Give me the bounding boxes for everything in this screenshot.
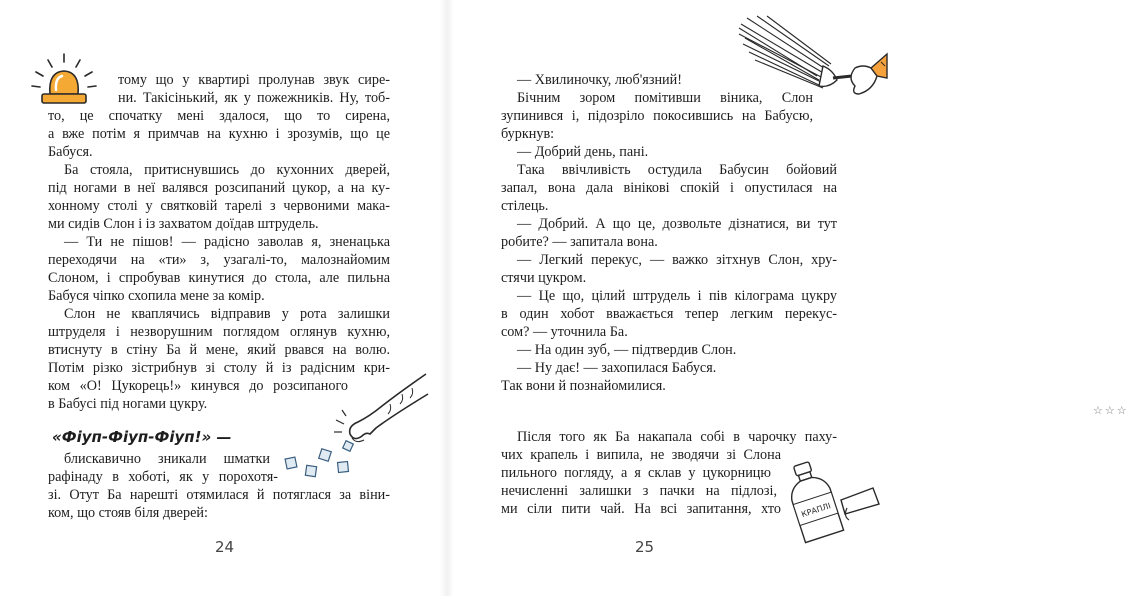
text-line: Бабуся. bbox=[48, 144, 93, 160]
text-line: ком «О! Цукорець!» кинувся до розсипаного bbox=[48, 378, 348, 394]
text-line: — Хвилиночку, люб'язний! bbox=[517, 72, 682, 88]
text-line: чих крапель і випила, не зводячи зі Слона bbox=[501, 447, 781, 463]
text-line: робите? — запитала вона. bbox=[501, 234, 658, 250]
text-line: ми сидів Слон і із захватом доїдав штрудель. bbox=[48, 216, 319, 232]
text-line: — Добрий. А що це, дозвольте дізнатися, ви тут bbox=[517, 216, 837, 232]
text-line: Бічним зором помітивши віника, Слон bbox=[517, 90, 813, 106]
text-line: Така ввічливість остудила Бабусин бойовий bbox=[517, 162, 837, 178]
text-line: сом? — уточнила Ба. bbox=[501, 324, 628, 340]
text-line: — Добрий день, пані. bbox=[517, 144, 649, 160]
text-line: ми сіли пити чай. На всі запитання, хто bbox=[501, 501, 781, 517]
text-line: ком, що стояв біля дверей: bbox=[48, 505, 208, 521]
text-line: в Бабусі під ногами цукру. bbox=[48, 396, 208, 412]
page-number: 24 bbox=[215, 538, 235, 556]
drops-bottle-icon bbox=[781, 456, 881, 544]
text-line: а вже потім я примчав на кухню і зрозумів, що це bbox=[48, 126, 390, 142]
text-line: — Ти не пішов! — радісно заволав я, зненацька bbox=[64, 234, 390, 250]
text-line: втиснуту в стіну Ба й мене, який рвався на волю. bbox=[48, 342, 390, 358]
text-line: Бабуся чіпко схопила мене за комір. bbox=[48, 288, 265, 304]
sugar-cubes-icon bbox=[282, 440, 362, 485]
text-line: Ба стояла, притиснувшись до кухонних дверей, bbox=[64, 162, 390, 178]
text-line: буркнув: bbox=[501, 126, 555, 142]
text-line: пильного погляду, а я склав у цукорницю bbox=[501, 465, 771, 481]
text-line: під ногами в неї валявся розсипаний цукор, а на ку- bbox=[48, 180, 390, 196]
text-line: — На один зуб, — підтвердив Слон. bbox=[517, 342, 737, 358]
left-page bbox=[0, 0, 447, 596]
text-line: Так вони й познайомилися. bbox=[501, 378, 666, 394]
elephant-trunk-icon bbox=[330, 372, 430, 447]
text-line: Потім різко зістрибнув зі столу й із радісним кри- bbox=[48, 360, 390, 376]
text-line: Слон не кваплячись відправив у рота залишки bbox=[64, 306, 390, 322]
bottle-label: КРАПЛІ bbox=[800, 501, 832, 520]
section-divider: ☆☆☆ bbox=[1093, 405, 1129, 417]
text-line: запал, вона дала вінікові спокій і опустилася на bbox=[501, 180, 837, 196]
text-line: Слоном, і спробував кинутися до стола, але пильна bbox=[48, 270, 390, 286]
text-line: в один хобот вважається тепер легким перекус- bbox=[501, 306, 837, 322]
text-line: хонному столі у святковій тарелі з червоними мака- bbox=[48, 198, 390, 214]
text-line: рафінаду в хоботі, як у порохотя- bbox=[48, 469, 278, 485]
text-line: стілець. bbox=[501, 198, 549, 214]
text-line: — Легкий перекус, — важко зітхнув Слон, хру- bbox=[517, 252, 837, 268]
text-line: Після того як Ба накапала собі в чарочку паху- bbox=[517, 429, 837, 445]
text-line: ни. Такісінький, як у пожежників. Ну, тоб- bbox=[118, 90, 390, 106]
text-line: нечисленні залишки з пачки на підлозі, bbox=[501, 483, 777, 499]
exclaim-text: «Фіуп-Фіуп-Фіуп!» — bbox=[52, 428, 232, 446]
siren-icon bbox=[28, 52, 108, 112]
text-line: то, це спочатку мені здалося, що то сирена, bbox=[48, 108, 390, 124]
text-line: зупинився і, підозріло покосившись на Бабусю, bbox=[501, 108, 813, 124]
text-line: — Ну дає! — захопилася Бабуся. bbox=[517, 360, 717, 376]
text-line: переходячи на «ти» з, узагалі-то, малознайомим bbox=[48, 252, 390, 268]
text-line: блискавично зникали шматки bbox=[64, 451, 270, 467]
page-number: 25 bbox=[635, 538, 655, 556]
text-line: зі. Отут Ба нарешті отямилася й потяглася за віни- bbox=[48, 487, 390, 503]
text-line: штруделя і незворушним поглядом оглянув кухню, bbox=[48, 324, 390, 340]
text-line: стячи цукром. bbox=[501, 270, 587, 286]
text-line: — Це що, цілий штрудель і пів кілограма цукру bbox=[517, 288, 837, 304]
text-line: тому що у квартирі пролунав звук сире- bbox=[118, 72, 390, 88]
right-page bbox=[447, 0, 1129, 596]
